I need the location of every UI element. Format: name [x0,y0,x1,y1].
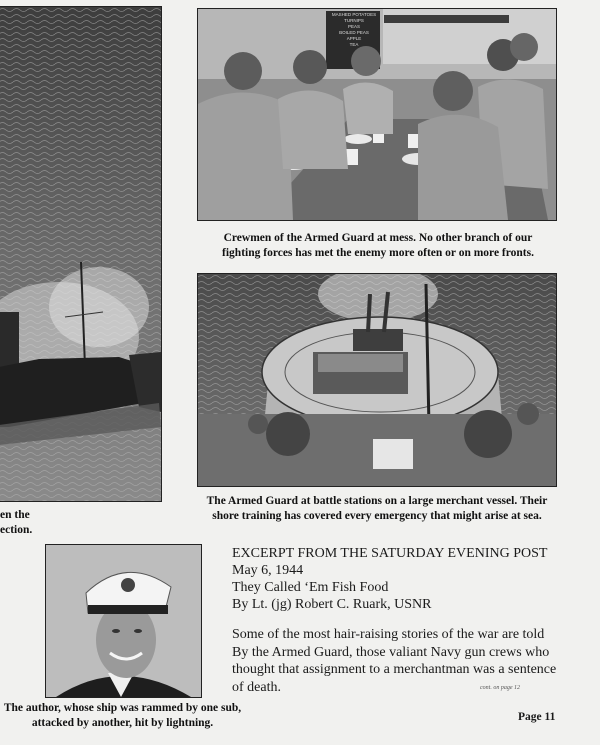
article-body-line: By the Armed Guard, those valiant Navy gun crews who [232,644,550,660]
article-title: They Called ‘Em Fish Food [232,580,389,595]
menu-sign-line: TEA [349,42,359,47]
author-portrait-image [46,545,201,697]
author-portrait-caption [0,701,245,731]
article-source: EXCERPT FROM THE SATURDAY EVENING POST [232,546,548,561]
article-byline: By Lt. (jg) Robert C. Ruark, USNR [232,597,432,612]
caption-line: fighting forces has met the enemy more often or on more fronts. [222,247,534,259]
article-body-line: Some of the most hair-raising stories of the war are told [232,627,545,642]
caption-line: attacked by another, hit by lightning. [31,717,214,729]
continued-note: cont. on page 12 [480,685,520,691]
article-body-line: of death. [232,679,281,695]
caption-line: en the [0,509,30,521]
battle-stations-image [198,274,556,486]
article-body [232,626,582,696]
article-header [232,545,572,613]
crew-mess-photo [197,8,557,221]
menu-sign-line: TURNIPS [344,18,364,23]
caption-line: ection. [0,524,33,536]
caption-line: The Armed Guard at battle stations on a large merchant vessel. Their [206,495,548,507]
article-body-line: thought that assignment to a merchantman was a sentence [232,662,557,677]
page-number: Page 11 [518,711,556,723]
author-portrait-photo [45,544,202,698]
sinking-ship-photo [0,6,162,502]
menu-sign-line: BOILED PEAS [339,30,369,35]
caption-line: Crewmen of the Armed Guard at mess. No other branch of our [223,232,533,244]
crew-mess-caption [200,231,556,261]
sinking-ship-image [0,7,161,501]
caption-line: shore training has covered every emergency that might arise at sea. [212,510,542,522]
menu-sign-line: PEAS [347,24,360,29]
menu-sign-line: APPLE [346,36,362,41]
menu-sign-line: MASHED POTATOES [331,12,377,17]
battle-stations-photo [197,273,557,487]
article-date: May 6, 1944 [232,563,304,578]
menu-sign [328,12,380,48]
battle-stations-caption [198,494,556,524]
left-ship-caption [0,508,40,538]
caption-line: The author, whose ship was rammed by one sub, [3,702,242,714]
